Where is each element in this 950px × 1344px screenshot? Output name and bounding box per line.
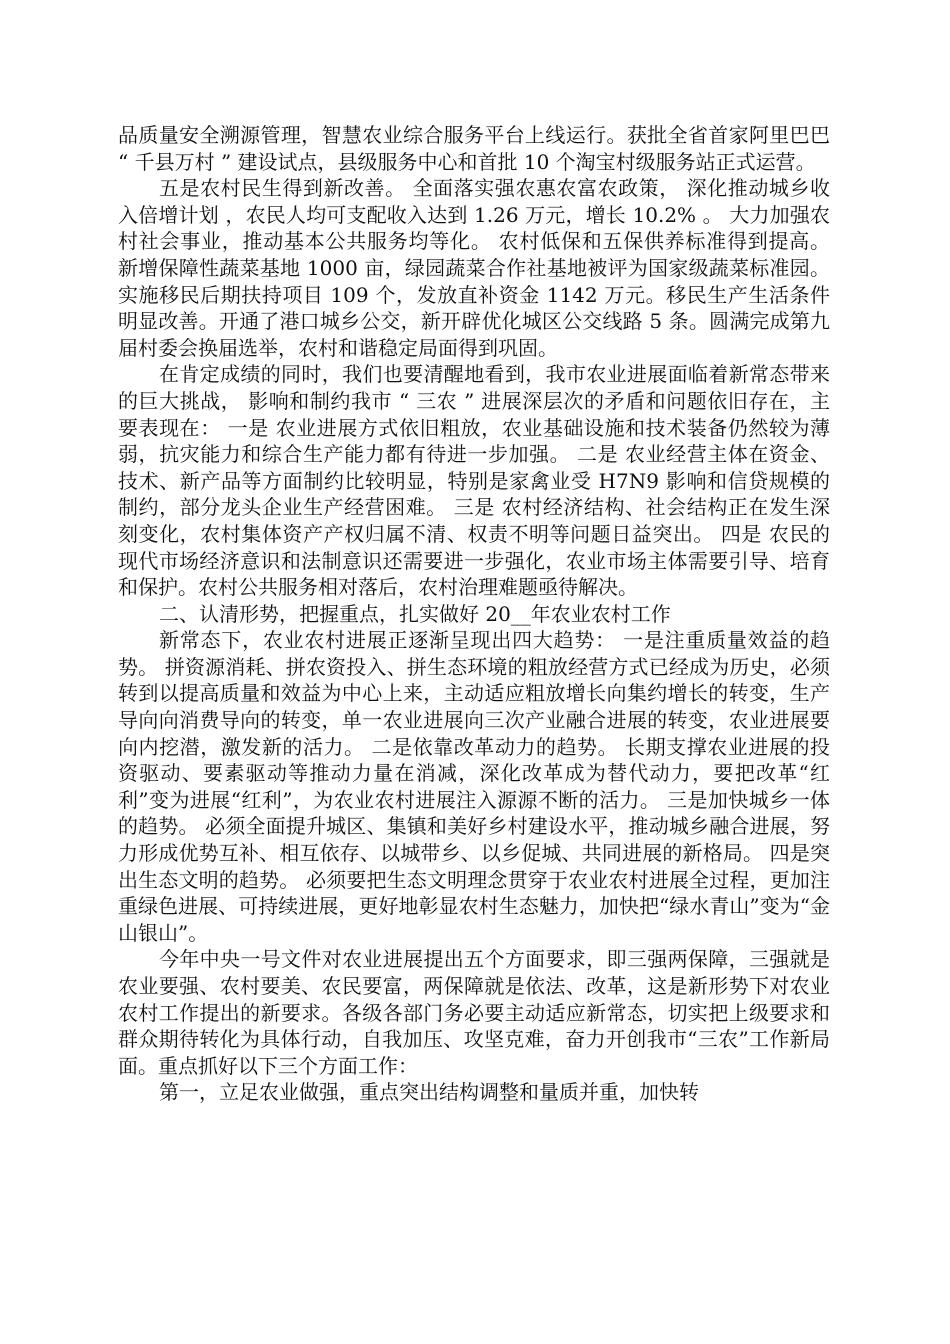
- document-page: [118, 122, 830, 1106]
- paragraph-first-task: 第一，立足农业做强，重点突出结构调整和量质并重，加快转: [159, 1080, 699, 1105]
- paragraph-rural-livelihood: 五是农村民生得到新改善。 全面落实强农惠农富农政策， 深化推动城乡收入倍增计划 ，农民人均可支配收入达到 1.26 万元，增长 10.2% 。 大力加强农村社会事业，推动基本公共服务均等化。 农村低保和五保供养标准得到提高。 新增保障性蔬菜基地 1000 亩，绿园蔬菜合作社基地被评为国家级蔬菜标准园。 实施移民后期扶持项目 109 个，发放直补资金 1142 万元。移民生产生活条件明显改善。开通了港口城乡公交，新开辟优化城区公交线路 5 条。圆满完成第九届村委会换届选举，农村和谐稳定局面得到巩固。: [118, 176, 830, 360]
- section-heading: 二、认清形势，把握重点，扎实做好 20__年农业农村工作: [159, 601, 671, 626]
- paragraph-four-trends: 新常态下，农业农村进展正逐渐呈现出四大趋势： 一是注重质量效益的趋势。 拼资源消耗、拼农资投入、拼生态环境的粗放经营方式已经成为历史，必须转到以提高质量和效益为中心上来，主动适应粗放增长向集约增长的转变，生产导向向消费导向的转变，单一农业进展向三次产业融合进展的转变，农业进展要向内挖潜，激发新的活力。 二是依靠改革动力的趋势。 长期支撑农业进展的投资驱动、要素驱动等推动力量在消减，深化改革成为替代动力，要把改革“红利”变为进展“红利”，为农业农村进展注入源源不断的活力。 三是加快城乡一体的趋势。 必须全面提升城区、集镇和美好乡村建设水平，推动城乡融合进展，努力形成优势互补、相互依存、以城带乡、以乡促城、共同进展的新格局。 四是突出生态文明的趋势。 必须要把生态文明理念贯穿于农业农村进展全过程，更加注重绿色进展、可持续进展，更好地彰显农村生态魅力，加快把“绿水青山”变为“金山银山”。: [118, 628, 830, 945]
- paragraph-central-document: 今年中央一号文件对农业进展提出五个方面要求，即三强两保障，三强就是农业要强、农村要美、农民要富，两保障就是依法、改革，这是新形势下对农业农村工作提出的新要求。各级各部门务必要主动适应新常态，切实把上级要求和群众期待转化为具体行动，自我加压、攻坚克难，奋力开创我市“三农”工作新局面。重点抓好以下三个方面工作：: [118, 947, 830, 1078]
- paragraph-continuation: 品质量安全溯源管理，智慧农业综合服务平台上线运行。获批全省首家阿里巴巴 “ 千县万村 ” 建设试点，县级服务中心和首批 10 个淘宝村级服务站正式运营。: [118, 123, 830, 174]
- paragraph-challenges: 在肯定成绩的同时，我们也要清醒地看到，我市农业进展面临着新常态带来的巨大挑战， 影响和制约我市 “ 三农 ” 进展深层次的矛盾和问题依旧存在，主要表现在： 一是 农业进展方式依旧粗放，农业基础设施和技术装备仍然较为薄弱，抗灾能力和综合生产能力都有待进一步加强。 二是 农业经营主体在资金、技术、新产品等方面制约比较明显，特别是家禽业受 H7N9 影响和信贷规模的制约，部分龙头企业生产经营困难。 三是 农村经济结构、社会结构正在发生深刻变化，农村集体资产产权归属不清、权责不明等问题日益突出。 四是 农民的现代市场经济意识和法制意识还需要进一步强化，农业市场主体需要引导、培育和保护。农村公共服务相对落后，农村治理难题亟待解决。: [118, 362, 830, 600]
